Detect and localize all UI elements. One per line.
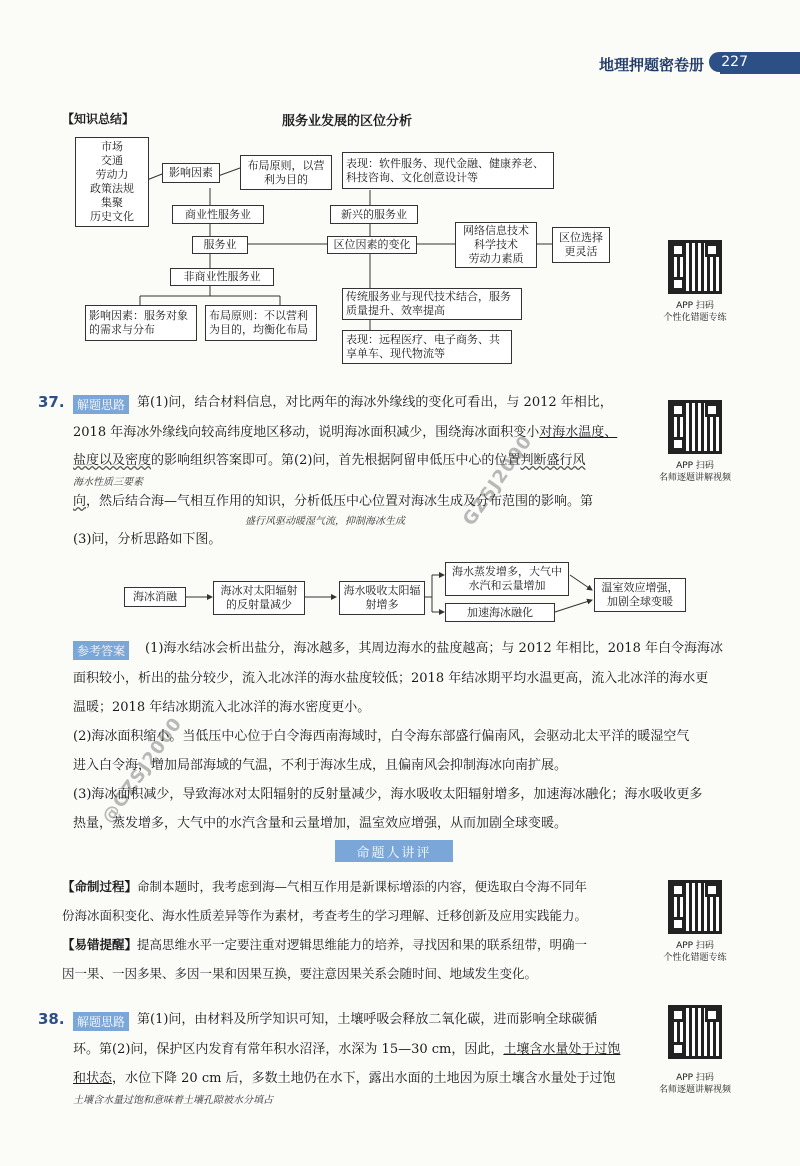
flow-step-d: 海水蒸发增多，大气中水汽和云量增加 xyxy=(445,562,569,596)
tech-factor: 网络信息技术 xyxy=(463,224,529,237)
page-number: 227 xyxy=(709,52,760,72)
handwritten-note: 土壤含水量过饱和意味着土壤孔隙被水分填占 xyxy=(73,1095,273,1106)
flow-step-a: 海冰消融 xyxy=(124,587,186,607)
factor-item: 市场 xyxy=(101,140,123,153)
commentary-line: 【易错提醒】提高思维水平一定要注重对逻辑思维能力的培养，寻找因和果的联系纽带，明确一 xyxy=(62,937,588,952)
qr-caption: APP 扫码 名师逐题讲解视频 xyxy=(658,461,731,483)
qr-caption: APP 扫码 名师逐题讲解视频 xyxy=(658,1073,731,1095)
q38-text-line: 第(1)问，由材料及所学知识可知，土壤呼吸会释放二氧化碳，进而影响全球碳循 xyxy=(137,1012,598,1027)
flow-step-e: 加速海冰融化 xyxy=(445,603,555,622)
qr-code[interactable] xyxy=(668,1005,722,1059)
answer-line: 面积较小，析出的盐分较少，流入北冰洋的海水盐度较低；2018 年结冰期平均水温更高，流入北冰洋的海水更 xyxy=(73,671,709,686)
factor-item: 劳动力 xyxy=(95,168,129,181)
commentary-banner: 命题人讲评 xyxy=(335,840,453,862)
tech-factor: 劳动力素质 xyxy=(468,252,524,265)
emerging-desc-box: 表现：软件服务、现代金融、健康养老、科技咨询、文化创意设计等 xyxy=(342,152,554,189)
factor-item: 交通 xyxy=(101,154,123,167)
service-box: 服务业 xyxy=(192,236,248,254)
q38-text-line: 环。第(2)问，保护区内发育有常年积水沼泽，水深为 15—30 cm，因此，土壤含水量处于过饱 xyxy=(73,1042,621,1057)
answer-line: (1)海水结冰会析出盐分，海冰越多，其周边海水的盐度越高；与 2012 年相比，2018 年白令海海冰 xyxy=(145,641,723,656)
answer-line: 温暖；2018 年结冰期流入北冰洋的海水密度更小。 xyxy=(73,700,371,715)
qr-caption: APP 扫码 个性化错题专练 xyxy=(663,941,727,963)
commentary-line: 因一果、一因多果、多因一果和因果互换，要注意因果关系会随时间、地域发生变化。 xyxy=(62,966,538,981)
qr-code[interactable] xyxy=(668,880,722,934)
q37-text-line: 盐度以及密度的影响组织答案即可。第(2)问，首先根据阿留申低压中心的位置判断盛行风 xyxy=(73,453,586,468)
factor-item: 集聚 xyxy=(101,196,123,209)
flow-step-f: 温室效应增强，加剧全球变暖 xyxy=(594,578,686,612)
diagram-title: 服务业发展的区位分析 xyxy=(282,114,413,129)
layout-principle-box: 布局原则，以营利为目的 xyxy=(240,155,332,190)
knowledge-label: 【知识总结】 xyxy=(62,112,135,126)
q37-text-line: 第(1)问，结合材料信息，对比两年的海冰外缘线的变化可看出，与 2012 年相比， xyxy=(137,395,613,410)
watermark: @GZSJ2000 xyxy=(97,713,187,828)
answer-tag: 参考答案 xyxy=(73,641,129,660)
factor-item: 历史文化 xyxy=(90,210,134,223)
answer-line: 热量，蒸发增多，大气中的水汽含量和云量增加，温室效应增强，从而加剧全球变暖。 xyxy=(73,816,568,831)
nc-layout-box: 布局原则：不以营利为目的，均衡化布局 xyxy=(205,305,317,341)
q37-text-line: (3)问，分析思路如下图。 xyxy=(73,532,222,547)
handwritten-note: 海水性质三要素 xyxy=(73,477,143,488)
flexible-line: 更灵活 xyxy=(564,245,598,258)
solution-tag: 解题思路 xyxy=(73,395,129,414)
book-title: 地理押题密卷册 xyxy=(598,56,704,74)
answer-line: (3)海冰面积减少，导致海冰对太阳辐射的反射量减少，海水吸收太阳辐射增多，加速海冰融化；海水吸收更多 xyxy=(73,787,703,802)
traditional-box: 传统服务业与现代技术结合，服务质量提升、效率提高 xyxy=(342,288,522,320)
traditional-desc-box: 表现：远程医疗、电子商务、共享单车、现代物流等 xyxy=(342,330,512,364)
location-change-box: 区位因素的变化 xyxy=(327,236,417,254)
q37-text-line: 2018 年海冰外缘线向较高纬度地区移动，说明海冰面积减少，围绕海冰面积变小对海水温度、 xyxy=(73,425,618,440)
commentary-line: 份海冰面积变化、海水性质差异等作为素材，考查考生的学习理解、迁移创新及应用实践能力。 xyxy=(62,908,588,923)
handwritten-note: 盛行风驱动暖湿气流，抑制海冰生成 xyxy=(245,516,405,527)
qr-caption: APP 扫码 个性化错题专练 xyxy=(663,301,727,323)
watermark: GZSJ2000 xyxy=(458,431,537,530)
question-number: 37. xyxy=(38,393,65,411)
factor-item: 政策法规 xyxy=(90,182,134,195)
solution-tag: 解题思路 xyxy=(73,1012,129,1031)
commentary-line: 【命制过程】命制本题时，我考虑到海—气相互作用是新课标增添的内容，便选取白令海不同年 xyxy=(62,879,588,894)
influence-box: 影响因素 xyxy=(162,163,220,183)
noncommercial-box: 非商业性服务业 xyxy=(170,268,274,286)
q37-text-line: 向，然后结合海—气相互作用的知识，分析低压中心位置对海冰生成及分布范围的影响。第 xyxy=(73,494,594,509)
flow-step-c: 海水吸收太阳辐射增多 xyxy=(339,581,425,615)
tech-factor: 科学技术 xyxy=(474,238,518,251)
answer-line: 进入白令海，增加局部海域的气温，不利于海冰生成，且偏南风会抑制海冰向南扩展。 xyxy=(73,758,568,773)
flow-step-b: 海冰对太阳辐射的反射量减少 xyxy=(213,581,305,615)
question-number: 38. xyxy=(38,1010,65,1028)
answer-line: (2)海冰面积缩小。当低压中心位于白令海西南海域时，白令海东部盛行偏南风，会驱动北太平洋的暖湿空气 xyxy=(73,729,690,744)
emerging-box: 新兴的服务业 xyxy=(330,205,418,224)
nc-influence-box: 影响因素：服务对象的需求与分布 xyxy=(85,305,197,341)
q38-text-line: 和状态，水位下降 20 cm 后，多数土地仍在水下，露出水面的土地因为原土壤含水量处于过饱 xyxy=(73,1071,616,1086)
commercial-box: 商业性服务业 xyxy=(172,205,264,224)
flexible-line: 区位选择 xyxy=(559,231,603,244)
